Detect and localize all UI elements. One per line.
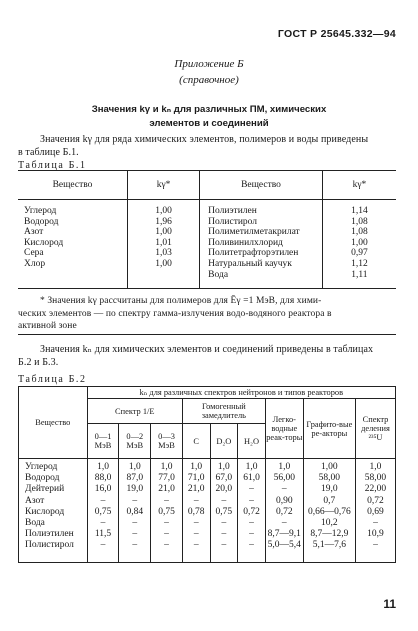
list-item: 1,14 — [351, 206, 368, 216]
list-item: Кислород — [25, 506, 65, 517]
list-item: Полистирол — [25, 540, 74, 551]
table-cell: – — [193, 495, 199, 506]
table-cell: 8,7—12,9 — [310, 529, 349, 540]
table-cell: 56,00 — [273, 473, 295, 484]
table-cell: 87,0 — [126, 473, 144, 484]
table-cell: – — [132, 518, 138, 529]
t1-header-k-left: kγ* — [128, 171, 200, 200]
table-cell: – — [221, 529, 227, 540]
section-title-line2: элементов и соединений — [149, 118, 269, 129]
list-item: Вода — [208, 269, 229, 280]
t2-values-c9 — [355, 459, 395, 563]
list-item: Сера — [24, 248, 44, 259]
table-cell: – — [373, 540, 378, 551]
table-b2 — [18, 386, 396, 563]
list-item: 1,01 — [155, 237, 172, 248]
table-cell: – — [193, 540, 199, 551]
table-cell: 58,00 — [318, 473, 341, 484]
intro2-line2: Б.2 и Б.3. — [18, 357, 59, 368]
intro-line1: Значения kγ для ряда химических элементов, полимеров и воды приведены — [40, 134, 369, 145]
list-item: Водород — [24, 216, 59, 227]
appendix-title: Приложение Б — [174, 58, 244, 70]
intro-line2: в таблице Б.1. — [18, 147, 79, 158]
table-cell: 11,5 — [94, 529, 112, 540]
table-cell: 0,72 — [367, 495, 384, 506]
table-cell: 16,0 — [94, 484, 112, 495]
table-cell: – — [249, 518, 254, 529]
t1-header-substance-right: Вещество — [200, 171, 323, 200]
table-cell: 1,00 — [321, 462, 338, 472]
table-cell: – — [249, 540, 254, 551]
list-item: 1,03 — [155, 248, 172, 259]
table-cell: – — [249, 529, 254, 540]
table-cell: 1,0 — [190, 462, 203, 472]
list-item: Полиэтилен — [208, 206, 257, 216]
t2-values-c8 — [303, 459, 355, 563]
t2-values-c5 — [210, 459, 238, 563]
standard-header: ГОСТ Р 25645.332—94 — [277, 28, 396, 40]
table-cell: 1,0 — [278, 462, 291, 472]
table-cell: 0,90 — [275, 495, 293, 506]
table-cell: 0,78 — [187, 506, 205, 517]
table-cell: – — [249, 495, 254, 506]
t2-col-h2o: H₂O — [238, 424, 266, 459]
table-cell: – — [221, 518, 227, 529]
t2-col-0-1mev: 0—1 МэВ — [87, 424, 119, 459]
list-item: Натуральный каучук — [208, 258, 292, 269]
table-cell: 71,0 — [187, 473, 205, 484]
list-item: Азот — [24, 227, 44, 238]
table-cell: 0,66—0,76 — [307, 506, 351, 517]
list-item: 1,11 — [351, 269, 368, 280]
list-item: Кислород — [24, 237, 64, 248]
list-item: 1,00 — [155, 206, 172, 216]
table-cell: 0,7 — [323, 495, 336, 506]
intro2-line1: Значения kₙ для химических элементов и соединений приведены в таблицах — [40, 344, 374, 355]
table-cell: – — [100, 495, 106, 506]
table-cell: 0,84 — [126, 506, 144, 517]
t1-right-values — [322, 200, 396, 289]
list-item: 1,00 — [351, 237, 368, 248]
t2-values-c2 — [119, 459, 151, 563]
table-cell: 10,9 — [367, 529, 384, 540]
table-b1 — [18, 170, 396, 289]
table-cell: – — [281, 484, 287, 495]
list-item: 0,97 — [351, 248, 368, 259]
table-cell: – — [132, 495, 138, 506]
table-cell: 21,0 — [187, 484, 205, 495]
t2-values-c6 — [238, 459, 266, 563]
table-cell: – — [132, 540, 138, 551]
t2-col-d2o: D₂O — [210, 424, 238, 459]
list-item: Дейтерий — [25, 484, 65, 495]
t2-values-c7 — [265, 459, 303, 563]
list-item: 1,00 — [155, 227, 172, 238]
t1-header-substance-left: Вещество — [18, 171, 128, 200]
list-item: Углерод — [24, 206, 57, 216]
table-cell: 19,0 — [321, 484, 338, 495]
t2-header-substance: Вещество — [19, 387, 88, 459]
list-item: Полистирол — [208, 216, 258, 227]
list-item: Политетрафторэтилен — [208, 248, 299, 259]
table-cell: 88,0 — [94, 473, 112, 484]
list-item: 1,12 — [351, 258, 368, 269]
table-cell: – — [221, 495, 227, 506]
list-item: Полиметилметакрилат — [208, 227, 300, 238]
table-cell: 1,0 — [245, 462, 258, 472]
list-item: Углерод — [25, 462, 58, 472]
table-cell: 77,0 — [158, 473, 175, 484]
table-cell: 21,0 — [158, 484, 175, 495]
list-item: 1,08 — [351, 227, 368, 238]
table-cell: 1,0 — [160, 462, 173, 472]
table-cell: – — [373, 518, 378, 529]
t2-col-0-3mev: 0—3 МэВ — [151, 424, 183, 459]
list-item: Азот — [25, 495, 45, 506]
t1-right-names — [200, 200, 323, 289]
table-cell: 22,00 — [364, 484, 387, 495]
table-cell: 1,0 — [369, 462, 382, 472]
footnote-line1: * Значения kγ рассчитаны для полимеров для Ēγ =1 МэВ, для хими- — [40, 296, 322, 306]
t2-header-graphite: Графито-вые ре-акторы — [303, 399, 355, 459]
t2-col-0-2mev: 0—2 МэВ — [119, 424, 151, 459]
table-cell: 58,00 — [364, 473, 387, 484]
table-cell: – — [193, 518, 199, 529]
list-item: 1,08 — [351, 216, 368, 227]
table-cell: 0,72 — [243, 506, 260, 517]
table1-caption: Таблица Б.1 — [18, 160, 87, 171]
table-cell: – — [221, 540, 227, 551]
table-cell: – — [164, 529, 169, 540]
t2-header-fission: Спектр деления ²³⁵U — [355, 399, 395, 459]
table-cell: 0,75 — [94, 506, 112, 517]
t1-left-values — [128, 200, 200, 289]
table-cell: 5,1—7,6 — [312, 540, 346, 551]
t2-values-c3 — [151, 459, 183, 563]
table-cell: 0,72 — [275, 506, 293, 517]
table-cell: – — [249, 484, 254, 495]
table-cell: – — [281, 518, 287, 529]
list-item: Полиэтилен — [25, 529, 74, 540]
footnote-rule — [18, 334, 396, 335]
table-cell: – — [100, 518, 106, 529]
list-item: Вода — [25, 518, 45, 529]
table-cell: 0,75 — [215, 506, 233, 517]
table-cell: 61,0 — [243, 473, 260, 484]
table-cell: – — [100, 540, 106, 551]
table-cell: – — [164, 540, 169, 551]
table-cell: 1,0 — [128, 462, 141, 472]
t2-header-moderated: Гомогенный замедлитель — [182, 399, 265, 424]
table-cell: 67,0 — [215, 473, 233, 484]
t2-header-spectrum: Спектр 1/E — [87, 399, 182, 424]
t2-values-c1 — [87, 459, 119, 563]
table-cell: 0,69 — [367, 506, 384, 517]
section-title-line1: Значения kγ и kₙ для различных ПМ, химических — [91, 104, 327, 115]
table-cell: 0,75 — [158, 506, 175, 517]
table-cell: 1,0 — [97, 462, 109, 472]
table2-caption: Таблица Б.2 — [18, 374, 87, 385]
appendix-subtitle: (справочное) — [179, 74, 239, 86]
t2-names — [19, 459, 88, 563]
footnote-line2: ческих элементов — по спектру гамма-излучения водо-водяного реактора в — [18, 309, 332, 319]
table-cell: 5,0—5,4 — [267, 540, 301, 551]
list-item: 1,00 — [155, 258, 172, 269]
table-cell: 19,0 — [126, 484, 144, 495]
table-cell: 1,0 — [217, 462, 230, 472]
t2-header-group: kₙ для различных спектров нейтронов и типов реакторов — [87, 387, 395, 399]
t2-values-c4 — [182, 459, 210, 563]
footnote-line3: активной зоне — [18, 321, 77, 331]
t2-col-c: C — [182, 424, 210, 459]
table-cell: – — [164, 518, 169, 529]
list-item: 1,96 — [155, 216, 172, 227]
page-number: 11 — [383, 597, 396, 611]
table-cell: – — [193, 529, 199, 540]
t1-left-names — [18, 200, 128, 289]
list-item: Хлор — [24, 258, 46, 269]
list-item: Поливинилхлорид — [208, 237, 283, 248]
t2-header-light-water: Легко-водные реак-торы — [265, 399, 303, 459]
table-cell: 10,2 — [321, 518, 338, 529]
table-cell: 8,7—9,1 — [267, 529, 301, 540]
list-item: Водород — [25, 473, 60, 484]
table-cell: – — [132, 529, 138, 540]
table-cell: 20,0 — [215, 484, 233, 495]
table-cell: – — [164, 495, 169, 506]
t1-header-k-right: kγ* — [322, 171, 396, 200]
